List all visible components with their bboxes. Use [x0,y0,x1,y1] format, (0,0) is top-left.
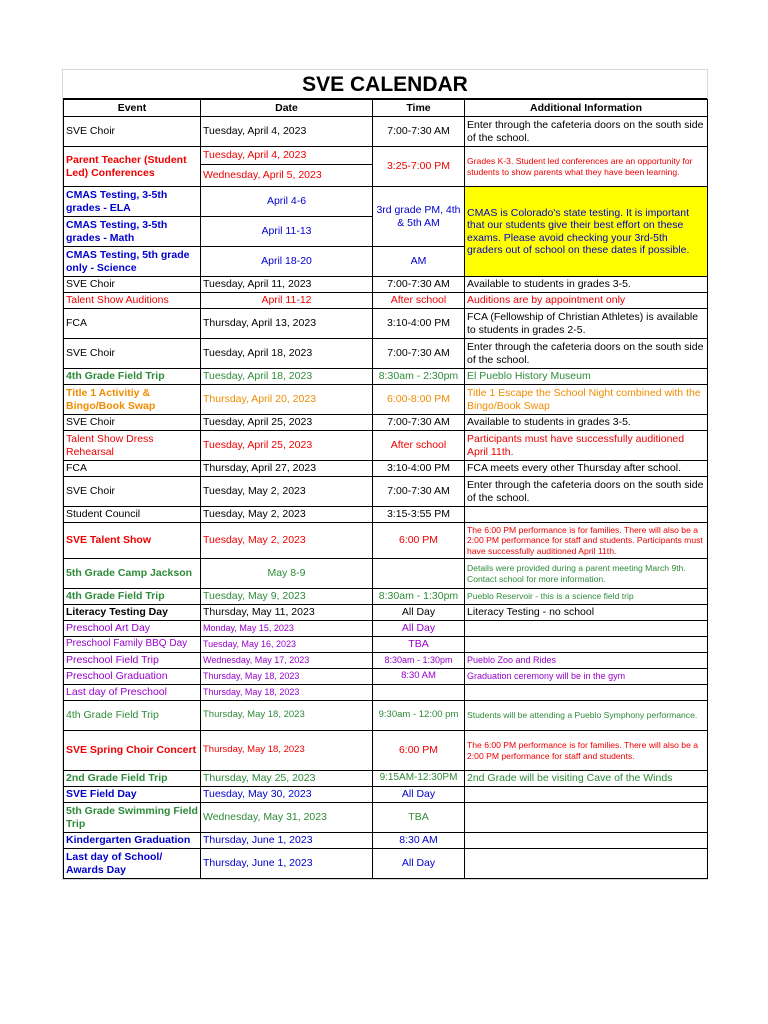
table-row [64,293,708,309]
info-cell: Details were provided during a parent meeting March 9th. Contact school for more information. [465,559,708,589]
time-cell: 6:00-8:00 PM [373,385,465,415]
time-cell: 9:30am - 12:00 pm [373,701,465,731]
info-cell: FCA (Fellowship of Christian Athletes) is available to students in grades 2-5. [465,309,708,339]
event-cell: Last day of Preschool [64,685,201,701]
info-cell [465,507,708,523]
date-cell: April 11-13 [201,217,373,247]
header-event: Event [64,100,201,117]
info-cell: Title 1 Escape the School Night combined with the Bingo/Book Swap [465,385,708,415]
table-row [64,637,708,653]
table-row [64,415,708,431]
date-cell: Monday, May 15, 2023 [201,621,373,637]
info-cell [465,849,708,879]
date-cell: Tuesday, May 2, 2023 [201,477,373,507]
time-cell: 6:00 PM [373,731,465,771]
date-cell: April 4-6 [201,187,373,217]
info-cell [465,685,708,701]
date-cell: Tuesday, April 18, 2023 [201,339,373,369]
info-cell: Available to students in grades 3-5. [465,277,708,293]
date-cell: Tuesday, April 25, 2023 [201,431,373,461]
date-cell: Tuesday, April 4, 2023 [201,147,373,165]
time-cell: All Day [373,605,465,621]
date-cell: Thursday, May 18, 2023 [201,669,373,685]
table-row [64,309,708,339]
table-row [64,589,708,605]
table-row [64,701,708,731]
event-cell: SVE Choir [64,277,201,293]
date-cell: Tuesday, April 25, 2023 [201,415,373,431]
info-cell [465,787,708,803]
date-cell: Thursday, June 1, 2023 [201,833,373,849]
time-cell: 6:00 PM [373,523,465,559]
event-cell: Talent Show Dress Rehearsal [64,431,201,461]
time-cell: 3rd grade PM, 4th & 5th AM [373,187,465,247]
event-cell: Preschool Family BBQ Day [64,637,201,653]
event-cell: SVE Choir [64,477,201,507]
table-row [64,187,708,217]
table-row [64,605,708,621]
time-cell: 3:10-4:00 PM [373,309,465,339]
info-cell: The 6:00 PM performance is for families. There will also be a 2:00 PM performance for staff and students. Participants must have successfully auditioned April 11th. [465,523,708,559]
event-cell: Preschool Field Trip [64,653,201,669]
date-cell: Tuesday, May 2, 2023 [201,507,373,523]
table-row [64,669,708,685]
table-row [64,771,708,787]
date-cell: Thursday, May 18, 2023 [201,685,373,701]
date-cell: Thursday, June 1, 2023 [201,849,373,879]
table-row [64,369,708,385]
table-row [64,787,708,803]
event-cell: FCA [64,309,201,339]
date-cell: Tuesday, May 9, 2023 [201,589,373,605]
date-cell: Thursday, April 13, 2023 [201,309,373,339]
event-cell: Student Council [64,507,201,523]
info-cell: Participants must have successfully auditioned April 11th. [465,431,708,461]
event-cell: CMAS Testing, 5th grade only - Science [64,247,201,277]
calendar-title: SVE CALENDAR [63,70,707,99]
time-cell: 8:30am - 1:30pm [373,589,465,605]
info-cell: Grades K-3. Student led conferences are an opportunity for students to show parents what they have been learning. [465,147,708,187]
info-cell: El Pueblo History Museum [465,369,708,385]
event-cell: CMAS Testing, 3-5th grades - ELA [64,187,201,217]
info-cell: Pueblo Zoo and Rides [465,653,708,669]
header-row [64,100,708,117]
table-row [64,559,708,589]
table-row [64,385,708,415]
date-cell: Thursday, May 18, 2023 [201,701,373,731]
table-row [64,277,708,293]
table-row [64,833,708,849]
table-row [64,621,708,637]
info-cell [465,803,708,833]
table-row [64,477,708,507]
header-date: Date [201,100,373,117]
event-cell: Title 1 Activitiy & Bingo/Book Swap [64,385,201,415]
time-cell [373,685,465,701]
table-row [64,685,708,701]
info-cell: Auditions are by appointment only [465,293,708,309]
date-cell: Tuesday, April 18, 2023 [201,369,373,385]
date-cell: Tuesday, April 4, 2023 [201,117,373,147]
table-row [64,461,708,477]
info-cell [465,637,708,653]
time-cell: After school [373,431,465,461]
calendar-table [63,99,708,879]
info-cell: CMAS is Colorado's state testing. It is important that our students give their best effort on these exams. Please avoid checking your 3rd-5th graders out of school on these dates if possible. [465,187,708,277]
event-cell: Preschool Art Day [64,621,201,637]
event-cell: SVE Field Day [64,787,201,803]
time-cell: TBA [373,803,465,833]
time-cell: 8:30am - 1:30pm [373,653,465,669]
date-cell: Tuesday, May 16, 2023 [201,637,373,653]
info-cell: Enter through the cafeteria doors on the south side of the school. [465,339,708,369]
date-cell: Tuesday, April 11, 2023 [201,277,373,293]
time-cell: After school [373,293,465,309]
event-cell: 4th Grade Field Trip [64,701,201,731]
info-cell [465,833,708,849]
table-row [64,117,708,147]
info-cell: Graduation ceremony will be in the gym [465,669,708,685]
date-cell: Thursday, April 20, 2023 [201,385,373,415]
event-cell: CMAS Testing, 3-5th grades - Math [64,217,201,247]
table-row [64,147,708,165]
table-row [64,507,708,523]
info-cell: Enter through the cafeteria doors on the south side of the school. [465,117,708,147]
time-cell: 7:00-7:30 AM [373,277,465,293]
date-cell: Wednesday, May 17, 2023 [201,653,373,669]
info-cell: Pueblo Reservoir - this is a science field trip [465,589,708,605]
time-cell: 7:00-7:30 AM [373,415,465,431]
date-cell: Tuesday, May 30, 2023 [201,787,373,803]
date-cell: Wednesday, April 5, 2023 [201,165,373,187]
table-row [64,731,708,771]
time-cell: 9:15AM-12:30PM [373,771,465,787]
table-row [64,339,708,369]
header-info: Additional Information [465,100,708,117]
event-cell: Literacy Testing Day [64,605,201,621]
event-cell: 5th Grade Swimming Field Trip [64,803,201,833]
time-cell: All Day [373,787,465,803]
date-cell: Thursday, April 27, 2023 [201,461,373,477]
event-cell: 2nd Grade Field Trip [64,771,201,787]
time-cell: 7:00-7:30 AM [373,117,465,147]
event-cell: SVE Talent Show [64,523,201,559]
time-cell: 3:25-7:00 PM [373,147,465,187]
table-row [64,523,708,559]
time-cell: All Day [373,849,465,879]
table-row [64,653,708,669]
event-cell: 5th Grade Camp Jackson [64,559,201,589]
info-cell: The 6:00 PM performance is for families. There will also be a 2:00 PM performance for staff and students. [465,731,708,771]
info-cell: Enter through the cafeteria doors on the south side of the school. [465,477,708,507]
header-time: Time [373,100,465,117]
event-cell: SVE Spring Choir Concert [64,731,201,771]
event-cell: SVE Choir [64,339,201,369]
info-cell: FCA meets every other Thursday after school. [465,461,708,477]
time-cell [373,559,465,589]
event-cell: 4th Grade Field Trip [64,369,201,385]
time-cell: AM [373,247,465,277]
event-cell: Last day of School/ Awards Day [64,849,201,879]
time-cell: 8:30 AM [373,669,465,685]
time-cell: TBA [373,637,465,653]
date-cell: April 18-20 [201,247,373,277]
event-cell: Kindergarten Graduation [64,833,201,849]
table-row [64,431,708,461]
event-cell: Preschool Graduation [64,669,201,685]
time-cell: 3:15-3:55 PM [373,507,465,523]
table-row [64,803,708,833]
date-cell: Thursday, May 25, 2023 [201,771,373,787]
date-cell: Wednesday, May 31, 2023 [201,803,373,833]
time-cell: 7:00-7:30 AM [373,477,465,507]
date-cell: Thursday, May 11, 2023 [201,605,373,621]
info-cell: Students will be attending a Pueblo Symphony performance. [465,701,708,731]
info-cell: Available to students in grades 3-5. [465,415,708,431]
info-cell: 2nd Grade will be visiting Cave of the Winds [465,771,708,787]
time-cell: 3:10-4:00 PM [373,461,465,477]
event-cell: FCA [64,461,201,477]
date-cell: April 11-12 [201,293,373,309]
time-cell: 7:00-7:30 AM [373,339,465,369]
event-cell: SVE Choir [64,117,201,147]
calendar-sheet [62,69,708,880]
event-cell: SVE Choir [64,415,201,431]
event-cell: Parent Teacher (Student Led) Conferences [64,147,201,187]
event-cell: 4th Grade Field Trip [64,589,201,605]
time-cell: 8:30am - 2:30pm [373,369,465,385]
info-cell [465,621,708,637]
time-cell: All Day [373,621,465,637]
time-cell: 8:30 AM [373,833,465,849]
event-cell: Talent Show Auditions [64,293,201,309]
date-cell: Thursday, May 18, 2023 [201,731,373,771]
info-cell: Literacy Testing - no school [465,605,708,621]
table-row [64,849,708,879]
date-cell: Tuesday, May 2, 2023 [201,523,373,559]
date-cell: May 8-9 [201,559,373,589]
